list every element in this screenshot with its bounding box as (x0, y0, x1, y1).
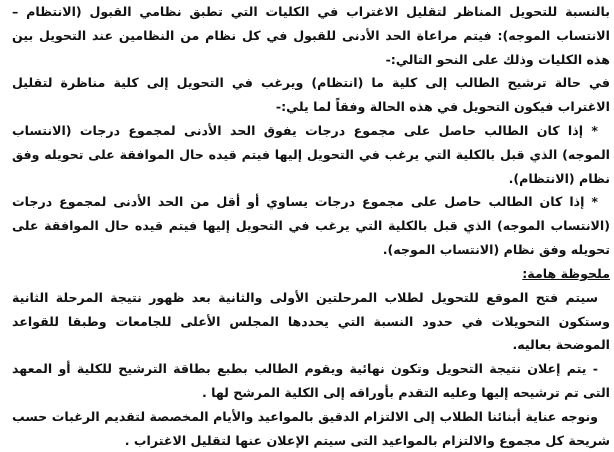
bullet-marker: * (591, 194, 598, 210)
bullet-paragraph-higher-score-text: إذا كان الطالب حاصل على مجموع درجات يفوق الحد الأدنى لمجموع درجات (الانتساب الموجه) الذي قبل بالكلية التي يرغب في التحويل إليها فيتم قيده حال الموافقة على تحويله وفق نظام (الانتظام). (12, 122, 610, 186)
bullet-paragraph-lower-score (12, 190, 610, 261)
note-paragraph-deadlines (12, 405, 610, 452)
dash-marker: - (592, 361, 598, 377)
note-paragraph-site-opening-text: سيتم فتح الموقع للتحويل لطلاب المرحلتين الأولى والثانية بعد ظهور نتيجة المرحلة الثانية وستكون التحويلات في حدود النسبة التي يحددها المجلس الأعلى للجامعات وطبقا للقواعد الموضحة بعاليه. (12, 289, 610, 353)
important-note-section (12, 262, 610, 452)
bullet-paragraph-higher-score (12, 119, 610, 190)
paragraph-intro-text: بالنسبة للتحويل المناظر لتقليل الاغتراب في الكليات التي تطبق نظامي القبول (الانتظام – الانتساب الموجه): فيتم مراعاة الحد الأدنى للقبول في كل نظام من النظامين عند التحويل بين هذه الكليات وذلك على النحو التالي:- (12, 4, 610, 67)
paragraph-regular-case (12, 71, 610, 119)
note-paragraph-site-opening (12, 286, 610, 357)
paragraph-intro (12, 0, 610, 71)
document-page (8, 0, 614, 448)
important-note-label: ملحوظة هامة: (522, 265, 610, 281)
bullet-marker: * (591, 122, 598, 138)
note-paragraph-results (12, 357, 610, 405)
bullet-paragraph-lower-score-text: إذا كان الطالب حاصل على مجموع درجات يساوي أو أقل من الحد الأدنى لمجموع درجات (الانتساب الموجه) الذي قبل بالكلية التي يرغب في التحويل إليها فيتم قيده حال الموافقة على تحويله وفق نظام (الانتساب الموجه). (12, 194, 610, 257)
paragraph-regular-case-text: في حالة ترشيح الطالب إلى كلية ما (انتظام) ويرغب في التحويل إلى كلية مناظرة لتقليل الاغتراب فيكون التحويل في هذه الحالة وفقاً لما يلي:- (12, 75, 610, 115)
note-paragraph-results-text: يتم إعلان نتيجة التحويل وتكون نهائية ويقوم الطالب بطبع بطاقة الترشيح للكلية أو المعهد التى تم ترشيحه إليها وعليه التقدم بأوراقه إلى الكلية المرشح لها . (12, 361, 610, 400)
note-paragraph-deadlines-text: ونوجه عناية أبنائنا الطلاب إلى الالتزام الدقيق بالمواعيد والأيام المخصصة لتقديم الرغبات حسب شريحة كل مجموع والالتزام بالمواعيد التى سيتم الإعلان عنها لتقليل الاغتراب . (12, 408, 610, 448)
